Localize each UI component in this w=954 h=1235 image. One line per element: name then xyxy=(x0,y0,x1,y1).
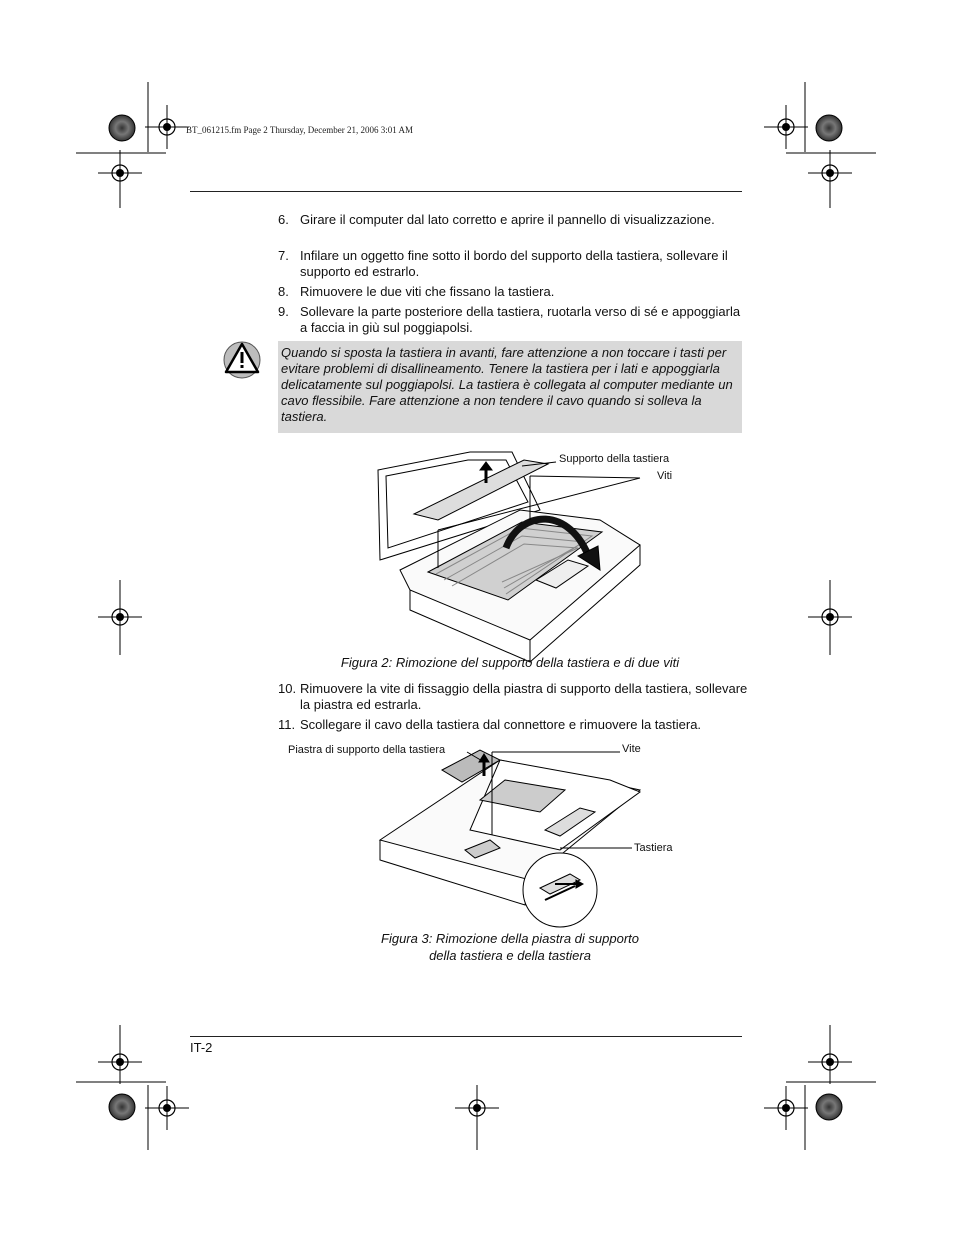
label-keyboard: Tastiera xyxy=(634,842,673,854)
step-text: Scollegare il cavo della tastiera dal connettore e rimuovere la tastiera. xyxy=(300,717,702,732)
figure-2-caption: Figura 2: Rimozione del supporto della tastiera e di due viti xyxy=(340,655,680,670)
step-text: Girare il computer dal lato corretto e aprire il pannello di visualizzazione. xyxy=(300,212,715,227)
note-text: Quando si sposta la tastiera in avanti, fare attenzione a non toccare i tasti per evitare problemi di disallineamento. Tenere la tastiera per i lati e appoggiarla delicatamente sul poggiapolsi. La tastiera è collegata al computer mediante un cavo flessibile. Fare attenzione a non tendere il cavo quando si solleva la tastiera. xyxy=(281,345,733,424)
print-info-header: BT_061215.fm Page 2 Thursday, December 21, 2006 3:01 AM xyxy=(186,125,413,135)
step-number: 9. xyxy=(278,304,289,319)
label-screws: Viti xyxy=(657,470,673,482)
footer-rule xyxy=(190,1036,742,1037)
step-number: 6. xyxy=(278,212,289,227)
step-number: 11. xyxy=(278,717,296,732)
figure-3-caption xyxy=(330,930,690,964)
step-text: Sollevare la parte posteriore della tastiera, ruotarla verso di sé e appoggiarla a faccia in giù sul poggiapolsi. xyxy=(300,304,741,335)
label-keyboard-support: Supporto della tastiera xyxy=(559,453,670,465)
label-screw: Vite xyxy=(622,743,641,755)
figure-3-caption-line-2: della tastiera e della tastiera xyxy=(429,948,591,963)
step-number: 7. xyxy=(278,248,289,263)
step-number: 8. xyxy=(278,284,289,299)
page-number: IT-2 xyxy=(190,1040,213,1055)
step-text: Infilare un oggetto fine sotto il bordo del supporto della tastiera, sollevare il supporto ed estrarlo. xyxy=(300,248,728,279)
figure-3-caption-line-1: Figura 3: Rimozione della piastra di supporto xyxy=(381,931,639,946)
step-number: 10. xyxy=(278,681,297,696)
step-text: Rimuovere le due viti che fissano la tastiera. xyxy=(300,284,555,299)
label-keyboard-plate: Piastra di supporto della tastiera xyxy=(288,744,446,756)
step-text: Rimuovere la vite di fissaggio della piastra di supporto della tastiera, sollevare la piastra ed estrarla. xyxy=(300,681,748,712)
